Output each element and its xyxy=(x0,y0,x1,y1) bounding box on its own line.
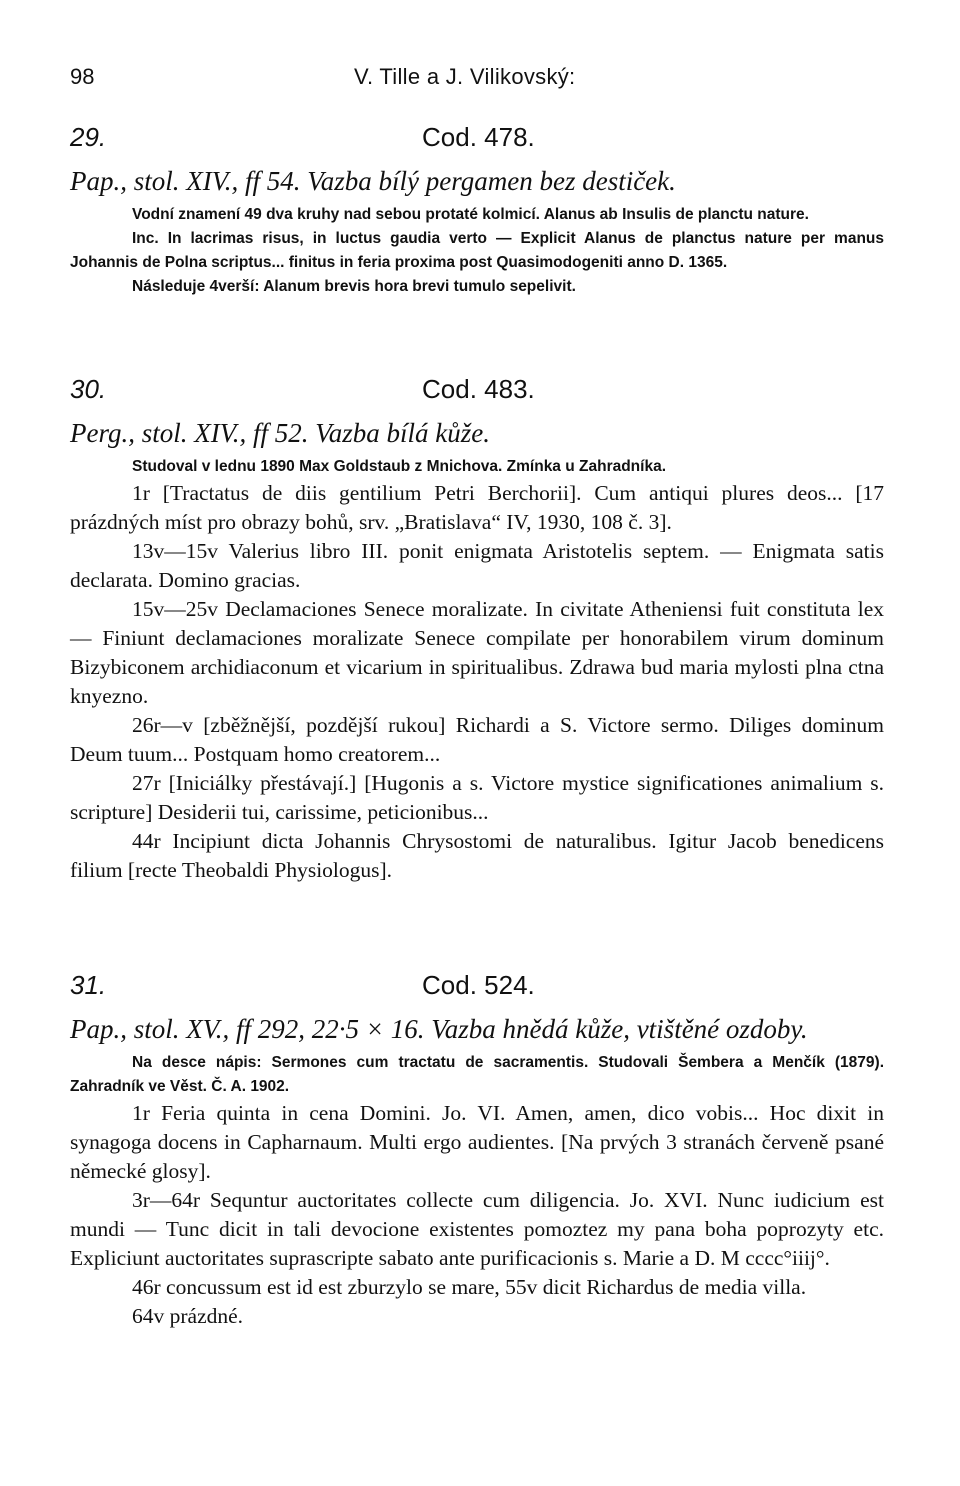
codex-label: Cod. 483. xyxy=(422,374,535,404)
entry-paragraph: 46r concussum est id est zburzylo se mare, 55v dicit Richardus de media villa. xyxy=(132,1275,807,1299)
catalog-entry-31 xyxy=(70,970,884,1331)
codex-label: Cod. 478. xyxy=(422,122,535,152)
entry-paragraph: 13v—15v Valerius libro III. ponit enigmata Aristotelis septem. — Enigmata satis declarata. Domino gracias. xyxy=(70,539,884,592)
codex-label: Cod. 524. xyxy=(422,970,535,1000)
entry-paragraph: 27r [Iniciálky přestávají.] [Hugonis a s. Victore mystice significationes animalium s. scripture] Desiderii tui, carissime, peticionibus... xyxy=(70,771,884,824)
entry-heading xyxy=(70,374,884,418)
document-page xyxy=(70,60,884,1328)
entry-number: 31. xyxy=(70,970,107,1000)
entry-paragraph: 64v prázdné. xyxy=(132,1304,244,1328)
entry-paragraph: 3r—64r Sequntur auctoritates collecte cum diligencia. Jo. XVI. Nunc iudicium est mundi — Tunc dicit in tali devocione existentes pomoztez my pana boha poprozyty etc. Expliciunt auctoritates suprascripte sabato ante purificacionis s. Marie a D. M cccc°iiij°. xyxy=(70,1188,884,1270)
running-title: V. Tille a J. Vilikovský: xyxy=(354,64,576,89)
entry-note: Studoval v lednu 1890 Max Goldstaub z Mnichova. Zmínka u Zahradníka. xyxy=(132,458,667,475)
catalog-entry-29 xyxy=(70,122,884,299)
running-header xyxy=(70,60,884,96)
catalog-entry-30 xyxy=(70,374,884,885)
entry-note: Vodní znamení 49 dva kruhy nad sebou protaté kolmicí. Alanus ab Insulis de planctu nature. xyxy=(132,206,809,223)
entry-note: Inc. In lacrimas risus, in luctus gaudia verto — Explicit Alanus de planctus nature per manus Johannis de Polna scriptus... finitus in feria proxima post Quasimodogeniti anno D. 1365. xyxy=(70,230,884,271)
entry-paragraph: 26r—v [zběžnější, pozdější rukou] Richardi a S. Victore sermo. Diliges dominum Deum tuum... Postquam homo creatorem... xyxy=(70,713,884,766)
entry-number: 30. xyxy=(70,374,107,404)
entry-paragraph: 1r [Tractatus de diis gentilium Petri Berchorii]. Cum antiqui plures deos... [17 prázdných míst pro obrazy bohů, srv. „Bratislava“ IV, 1930, 108 č. 3]. xyxy=(70,481,884,534)
page-number: 98 xyxy=(70,64,95,89)
entry-heading xyxy=(70,122,884,166)
entry-paragraph: 1r Feria quinta in cena Domini. Jo. VI. Amen, amen, dico vobis... Hoc dixit in synagoga docens in Capharnaum. Multi ergo audientes. [Na prvých 3 stranách červeně psané německé glosy]. xyxy=(70,1101,884,1183)
entry-description: Pap., stol. XV., ff 292, 22·5 × 16. Vazba hnědá kůže, vtištěné ozdoby. xyxy=(70,1014,808,1044)
entry-heading xyxy=(70,970,884,1014)
entry-description: Perg., stol. XIV., ff 52. Vazba bílá kůže. xyxy=(70,418,490,448)
entry-note: Na desce nápis: Sermones cum tractatu de sacramentis. Studovali Šembera a Menčík (1879). Zahradník ve Věst. Č. A. 1902. xyxy=(70,1054,884,1095)
entry-paragraph: 15v—25v Declamaciones Senece moralizate. In civitate Atheniensi fuit constituta lex — Finiunt declamaciones moralizate Senece compilate per honorabilem virum dominum Bizybiconem archidiaconum et vicarium in spiritualibus. Zdrawa bud maria mylosti plna ctna knyezno. xyxy=(70,597,884,708)
entry-number: 29. xyxy=(70,122,107,152)
entry-paragraph: 44r Incipiunt dicta Johannis Chrysostomi de naturalibus. Igitur Jacob benedicens filium [recte Theobaldi Physiologus]. xyxy=(70,829,884,882)
entry-description: Pap., stol. XIV., ff 54. Vazba bílý pergamen bez destiček. xyxy=(70,166,676,196)
entry-note: Následuje 4verší: Alanum brevis hora brevi tumulo sepelivit. xyxy=(132,278,576,295)
